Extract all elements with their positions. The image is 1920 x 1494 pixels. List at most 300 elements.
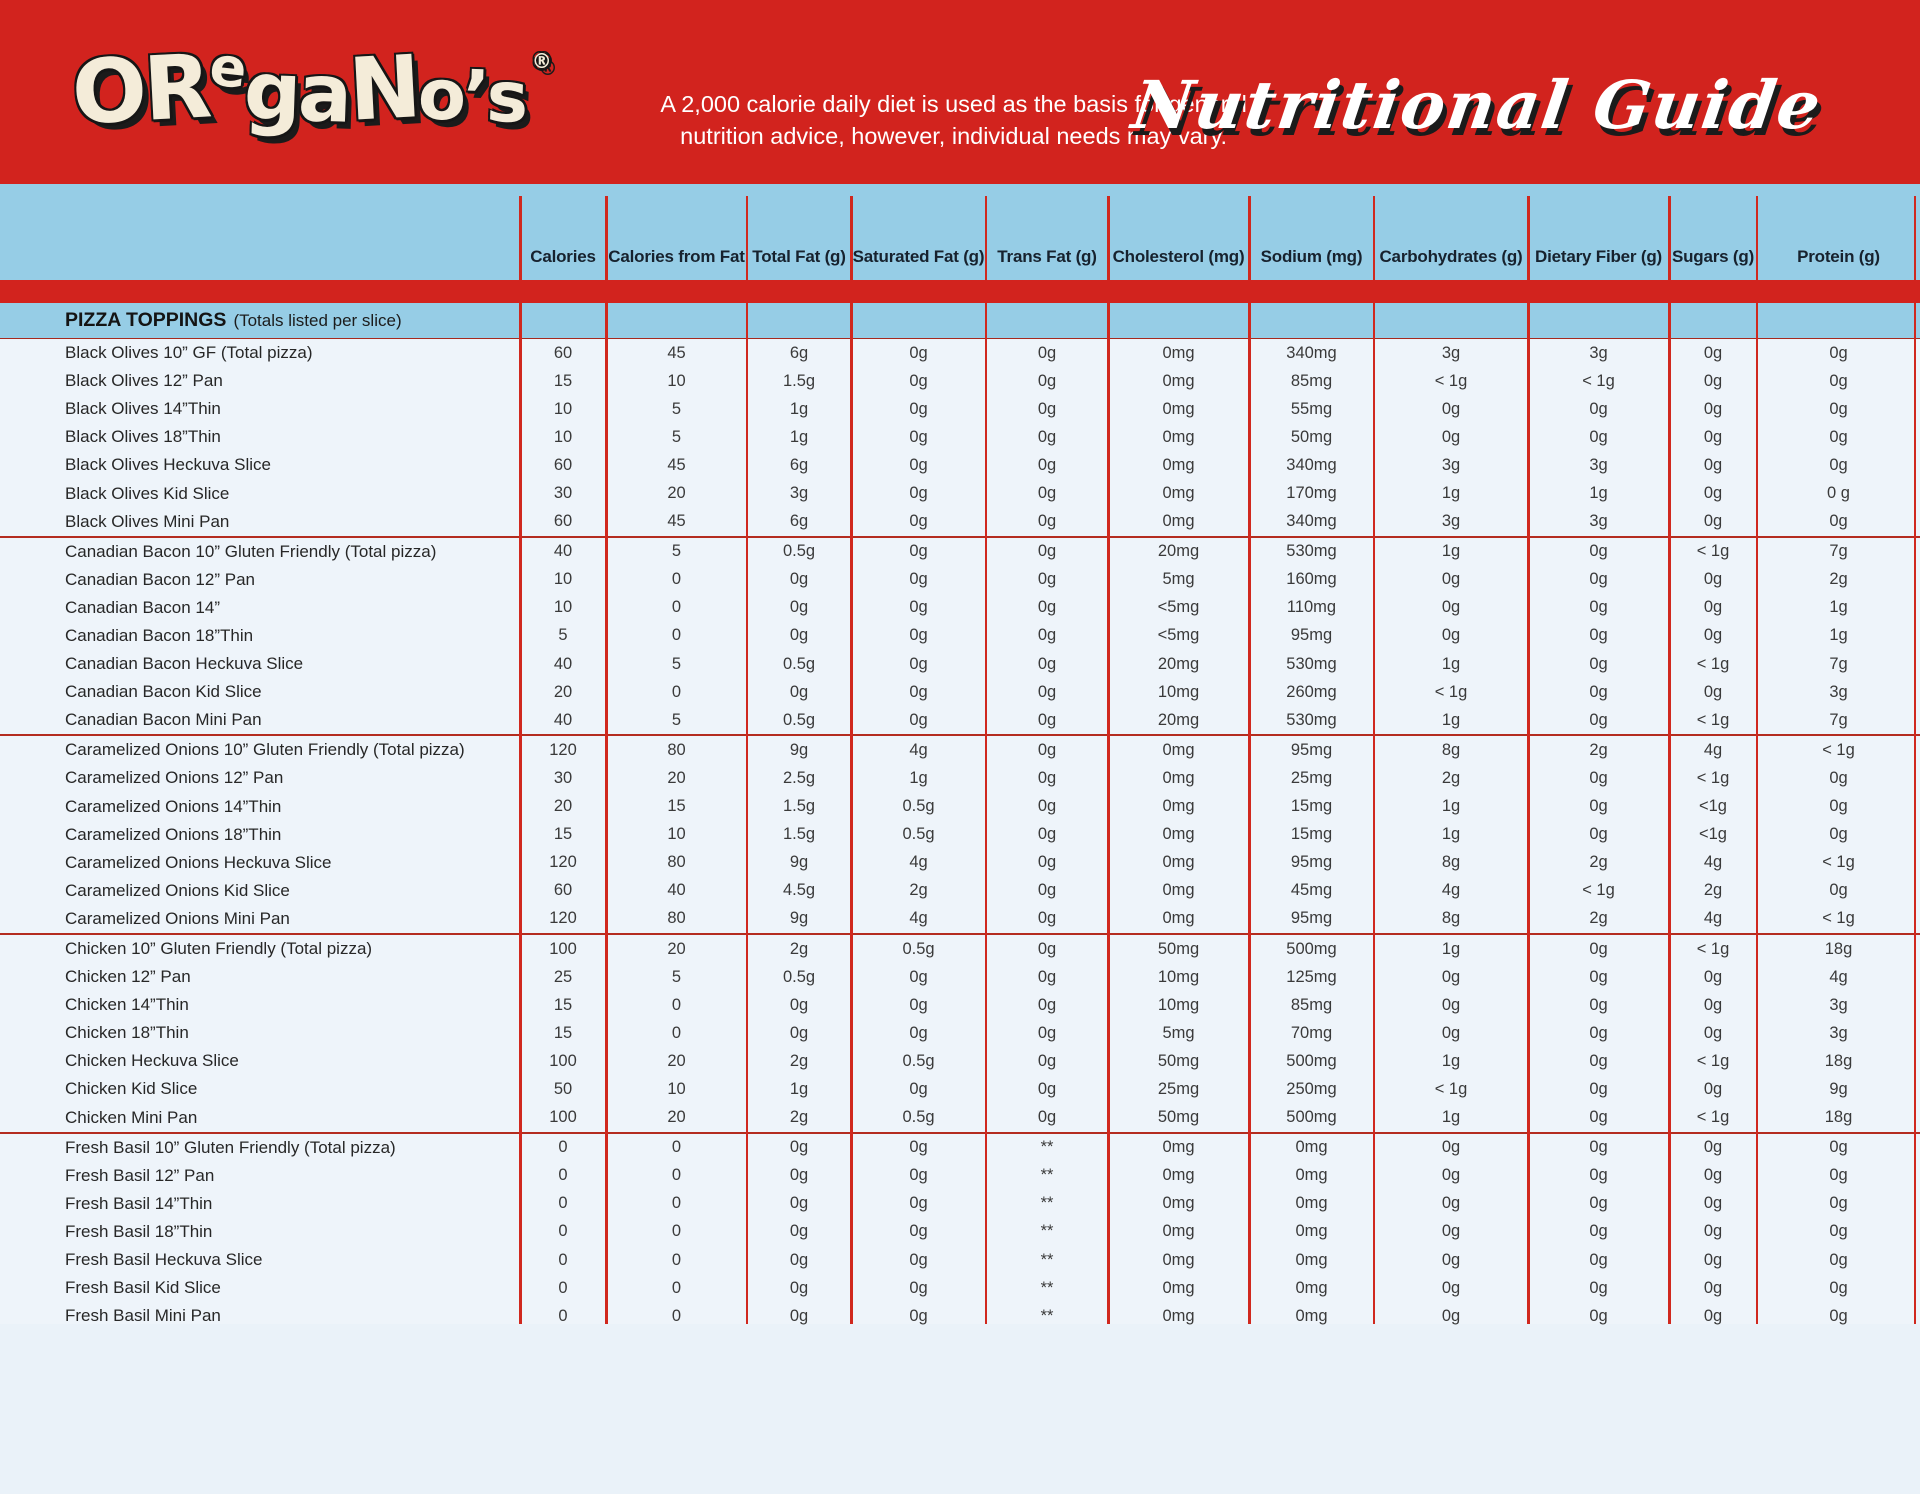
disclaimer-line-2: nutrition advice, however, individual needs may vary. [680,123,1228,150]
nutrition-value-cell: ** [1040,1278,1054,1297]
nutrition-value-cell: 0g [1441,1278,1461,1297]
nutrition-value-cell: 0g [1703,1023,1723,1042]
nutrition-value-cell: ** [1040,1138,1054,1157]
oreganos-logo [69,34,552,145]
nutrition-value-cell: 0g [1829,343,1848,362]
nutrition-value-cell: 10 [553,399,573,418]
nutrition-value-cell: 15mg [1290,825,1333,844]
guide-title: Nutritional Guide [1127,66,1828,144]
table-row [0,650,1920,678]
nutrition-value-cell: 0g [1441,427,1461,446]
nutrition-value-cell: 0g [1703,371,1723,390]
nutrition-value-cell: 0g [909,371,928,390]
nutrition-value-cell: 45 [667,512,686,531]
nutrition-value-cell: 0g [909,967,928,986]
nutrition-value-cell: 0g [1037,682,1057,701]
nutrition-value-cell: 340mg [1286,455,1337,474]
topping-group [0,734,1920,933]
nutrition-value-cell: 170mg [1286,484,1337,503]
nutrition-value-cell: 50mg [1290,427,1333,446]
nutrition-value-cell: 0 [558,1222,568,1241]
item-name-cell: Canadian Bacon Mini Pan [65,710,262,730]
nutrition-value-cell: 0 [671,1194,682,1213]
nutrition-value-cell: < 1g [1696,1051,1730,1070]
nutrition-value-cell: < 1g [1434,371,1468,390]
nutrition-value-cell: 0 [558,1138,568,1157]
table-row [0,877,1920,905]
nutrition-value-cell: 0g [789,682,809,701]
nutrition-value-cell: 100 [549,939,577,958]
nutrition-value-cell: 6g [789,512,809,531]
nutrition-value-cell: 0g [1441,967,1461,986]
nutrition-value-cell: 4g [1829,967,1848,986]
nutrition-value-cell: 530mg [1286,542,1337,561]
nutrition-value-cell: 5 [671,399,682,418]
nutrition-value-cell: 20mg [1157,542,1200,561]
nutrition-value-cell: 0g [1703,343,1723,362]
nutrition-value-cell: 4g [909,740,928,759]
nutrition-value-cell: 530mg [1286,710,1337,729]
nutrition-value-cell: 4g [1703,853,1723,872]
nutrition-value-cell: 120 [549,740,577,759]
nutrition-value-cell: 0g [1829,797,1848,816]
nutrition-value-cell: 8g [1441,909,1461,928]
nutrition-value-cell: 340mg [1286,343,1337,362]
nutrition-value-cell: 0g [1589,1108,1608,1127]
item-name-cell: Black Olives Mini Pan [65,511,230,531]
nutrition-value-cell: 4g [1703,909,1723,928]
nutrition-value-cell: 340mg [1286,512,1337,531]
nutrition-value-cell: 10mg [1157,682,1200,701]
nutrition-value-cell: 9g [789,853,809,872]
table-row [0,935,1920,963]
nutrition-value-cell: < 1g [1434,682,1468,701]
item-name-cell: Chicken 10” Gluten Friendly (Total pizza) [65,939,373,959]
table-row [0,1134,1920,1162]
nutrition-value-cell: 30 [553,768,573,787]
nutrition-value-cell: 2g [1441,768,1461,787]
nutrition-value-cell: 15 [667,797,686,816]
nutrition-value-cell: 3g [1829,1023,1848,1042]
nutrition-value-cell: 4g [909,909,928,928]
nutrition-value-cell: 0mg [1162,343,1195,362]
nutrition-value-cell: 1g [1441,825,1461,844]
nutrition-value-cell: < 1g [1696,1108,1730,1127]
item-name-cell: Chicken Kid Slice [65,1079,198,1099]
nutrition-value-cell: 30 [553,484,573,503]
nutrition-table-rows [0,339,1920,1332]
section-subtitle: (Totals listed per slice) [233,310,402,330]
nutrition-value-cell: 10 [667,1079,686,1098]
nutrition-value-cell: 0g [1589,542,1608,561]
nutrition-value-cell: 1g [1441,710,1461,729]
topping-group [0,536,1920,735]
nutrition-value-cell: 20mg [1157,654,1200,673]
item-name-cell: Caramelized Onions 18”Thin [65,824,282,844]
nutrition-value-cell: ** [1040,1166,1054,1185]
item-name-cell: Fresh Basil 10” Gluten Friendly (Total pizza) [65,1137,396,1157]
column-header-label: Calories [530,247,596,266]
table-row [0,1302,1920,1330]
nutrition-value-cell: 0g [1037,995,1057,1014]
nutrition-value-cell: 0.5g [902,825,935,844]
nutrition-value-cell: 0g [1589,1222,1608,1241]
nutrition-value-cell: 3g [1829,995,1848,1014]
column-header-label: Protein (g) [1797,247,1880,266]
nutrition-value-cell: 10 [667,825,686,844]
nutrition-value-cell: 1g [789,1079,809,1098]
nutrition-value-cell: 0g [1589,797,1608,816]
nutrition-value-cell: 3g [1441,455,1461,474]
red-divider-band [0,280,1920,303]
nutrition-value-cell: 0 [558,1278,568,1297]
nutrition-value-cell: 0mg [1162,512,1195,531]
nutrition-value-cell: 0g [789,1222,809,1241]
nutrition-value-cell: 0g [789,1278,809,1297]
nutrition-value-cell: 2.5g [782,768,816,787]
nutrition-value-cell: 10mg [1157,967,1200,986]
nutrition-value-cell: 0 [671,1278,682,1297]
nutrition-value-cell: 8g [1441,740,1461,759]
nutrition-value-cell: 100 [549,1051,577,1070]
item-name-cell: Chicken Mini Pan [65,1107,198,1127]
table-row [0,1218,1920,1246]
nutrition-value-cell: 50 [553,1079,573,1098]
nutrition-value-cell: 0g [1441,1138,1461,1157]
nutrition-value-cell: 100 [549,1108,577,1127]
nutrition-value-cell: 1g [1441,1108,1461,1127]
nutrition-value-cell: 0g [1703,512,1723,531]
table-row [0,1274,1920,1302]
nutrition-value-cell: 0g [1037,654,1057,673]
nutrition-value-cell: 0 [671,1138,682,1157]
nutrition-value-cell: 0.5g [782,542,816,561]
nutrition-value-cell: 0 [671,1306,682,1325]
nutrition-value-cell: 500mg [1286,939,1337,958]
nutrition-value-cell: 0g [1037,939,1057,958]
nutrition-value-cell: 0g [909,512,928,531]
item-name-cell: Fresh Basil 18”Thin [65,1221,213,1241]
nutrition-value-cell: 0g [1829,512,1848,531]
nutrition-value-cell: 0g [789,1194,809,1213]
registered-mark-icon: ® [531,49,552,73]
nutrition-value-cell: 0g [1703,1250,1723,1269]
column-header-label: Sodium (mg) [1260,247,1363,266]
nutrition-value-cell: 0g [1037,598,1057,617]
nutrition-value-cell: 0g [1441,995,1461,1014]
nutrition-value-cell: 3g [1829,682,1848,701]
nutrition-value-cell: 0g [1703,570,1723,589]
nutrition-value-cell: ** [1040,1250,1054,1269]
item-name-cell: Caramelized Onions Heckuva Slice [65,852,332,872]
nutrition-value-cell: 5 [671,710,682,729]
nutrition-value-cell: 20 [667,939,686,958]
nutrition-value-cell: 40 [553,542,573,561]
nutrition-value-cell: < 1g [1696,710,1730,729]
nutrition-value-cell: 530mg [1286,654,1337,673]
nutrition-value-cell: 0g [1589,399,1608,418]
topping-group [0,933,1920,1132]
nutrition-value-cell: 1g [1829,598,1848,617]
nutrition-value-cell: 0g [1037,570,1057,589]
item-name-cell: Caramelized Onions Mini Pan [65,908,290,928]
item-name-cell: Caramelized Onions 10” Gluten Friendly (Total pizza) [65,740,465,760]
nutrition-value-cell: 1g [1829,626,1848,645]
nutrition-value-cell: < 1g [1582,881,1615,900]
item-name-cell: Black Olives Kid Slice [65,483,230,503]
nutrition-value-cell: 2g [789,1108,809,1127]
nutrition-value-cell: 0g [1037,710,1057,729]
nutrition-value-cell: 500mg [1286,1051,1337,1070]
nutrition-value-cell: 0g [1441,570,1461,589]
nutrition-value-cell: 0mg [1162,455,1195,474]
nutrition-value-cell: 0.5g [782,967,816,986]
nutrition-value-cell: ** [1040,1194,1054,1213]
nutrition-value-cell: 10 [553,598,573,617]
nutrition-value-cell: 2g [1829,570,1848,589]
nutrition-value-cell: 3g [1441,512,1461,531]
nutrition-value-cell: 8g [1441,853,1461,872]
item-name-cell: Chicken 18”Thin [65,1023,189,1043]
nutrition-value-cell: 0g [1829,1222,1848,1241]
nutrition-value-cell: 3g [1589,343,1608,362]
nutrition-value-cell: 85mg [1290,995,1333,1014]
nutrition-value-cell: 0g [1829,455,1848,474]
nutrition-value-cell: 0g [1441,1250,1461,1269]
nutrition-value-cell: 0mg [1162,909,1195,928]
section-header-row [0,303,1920,339]
item-name-cell: Black Olives 10” GF (Total pizza) [65,343,313,363]
nutrition-value-cell: < 1g [1696,654,1730,673]
nutrition-value-cell: 0g [1829,399,1848,418]
nutrition-value-cell: 0mg [1162,825,1195,844]
nutrition-value-cell: 0mg [1162,853,1195,872]
item-name-cell: Caramelized Onions Kid Slice [65,880,290,900]
nutrition-value-cell: 120 [549,853,577,872]
nutrition-value-cell: 50mg [1157,1108,1200,1127]
nutrition-value-cell: 0g [1703,455,1723,474]
nutrition-value-cell: 160mg [1286,570,1337,589]
nutrition-value-cell: 0g [909,1166,928,1185]
nutrition-value-cell: 1g [909,768,928,787]
nutrition-value-cell: 0g [1589,939,1608,958]
nutrition-value-cell: 6g [789,343,809,362]
nutrition-value-cell: 0g [1829,881,1848,900]
nutrition-value-cell: 7g [1829,654,1848,673]
nutrition-value-cell: 0mg [1295,1250,1328,1269]
nutrition-value-cell: 9g [1829,1079,1848,1098]
nutrition-value-cell: 0g [1703,598,1723,617]
nutrition-value-cell: 0g [1703,427,1723,446]
section-title: PIZZA TOPPINGS [65,309,227,331]
nutrition-value-cell: 0mg [1295,1166,1328,1185]
nutrition-value-cell: 20 [667,1108,686,1127]
table-row [0,678,1920,706]
nutrition-value-cell: 0g [1037,740,1057,759]
nutrition-value-cell: 0g [909,570,928,589]
item-name-cell: Black Olives 14”Thin [65,399,221,419]
nutrition-value-cell: 0g [909,455,928,474]
nutrition-value-cell: 0g [1441,1166,1461,1185]
item-name-cell: Black Olives Heckuva Slice [65,455,271,475]
nutrition-value-cell: 0g [789,598,809,617]
nutrition-value-cell: 0g [1829,371,1848,390]
nutrition-value-cell: 7g [1829,542,1848,561]
nutrition-value-cell: 55mg [1290,399,1333,418]
item-name-cell: Canadian Bacon 10” Gluten Friendly (Total pizza) [65,541,437,561]
nutrition-value-cell: 25mg [1157,1079,1200,1098]
nutrition-value-cell: 0g [1829,1166,1848,1185]
nutrition-value-cell: 2g [1589,853,1608,872]
nutrition-value-cell: 60 [553,343,573,362]
nutrition-value-cell: 1g [1589,484,1608,503]
nutrition-value-cell: 250mg [1286,1079,1337,1098]
table-row [0,1246,1920,1274]
item-name-column-spacer [0,267,520,280]
nutrition-value-cell: 260mg [1286,682,1337,701]
nutrition-value-cell: 0g [1441,1023,1461,1042]
nutrition-value-cell: 0 [558,1166,568,1185]
item-name-cell: Canadian Bacon Heckuva Slice [65,654,304,674]
nutrition-value-cell: 0g [909,427,928,446]
item-name-cell: Canadian Bacon 18”Thin [65,625,254,645]
nutrition-value-cell: 0g [1703,1278,1723,1297]
nutrition-value-cell: 3g [1589,455,1608,474]
nutrition-value-cell: <1g [1699,825,1727,844]
nutrition-value-cell: 0 [671,570,682,589]
nutrition-value-cell: <1g [1699,797,1727,816]
nutrition-value-cell: 0g [789,1138,809,1157]
nutrition-value-cell: 40 [667,881,686,900]
nutrition-value-cell: 0g [1037,542,1057,561]
nutrition-value-cell: < 1g [1822,853,1855,872]
nutrition-value-cell: 0g [1829,825,1848,844]
nutrition-value-cell: 0g [1589,1079,1608,1098]
nutrition-value-cell: 0g [1703,484,1723,503]
nutrition-value-cell: 0.5g [902,939,935,958]
item-name-cell: Chicken 12” Pan [65,967,191,987]
nutrition-value-cell: 95mg [1290,909,1333,928]
nutrition-value-cell: 125mg [1286,967,1337,986]
nutrition-value-cell: 7g [1829,710,1848,729]
nutrition-value-cell: 0g [1037,484,1057,503]
nutrition-value-cell: 0g [909,654,928,673]
nutrition-value-cell: 2g [789,1051,809,1070]
table-row [0,479,1920,507]
nutrition-value-cell: 0g [909,1278,928,1297]
nutrition-value-cell: 0g [909,626,928,645]
item-name-cell: Caramelized Onions 12” Pan [65,768,284,788]
logo-letters: OR [69,34,212,145]
nutrition-value-cell: 0g [789,626,809,645]
nutrition-value-cell: 0g [1441,1306,1461,1325]
nutrition-value-cell: 0g [1829,768,1848,787]
table-row [0,793,1920,821]
nutrition-value-cell: 0g [1703,1079,1723,1098]
nutrition-value-cell: <5mg [1157,598,1200,617]
nutrition-value-cell: 45 [667,343,686,362]
table-row [0,451,1920,479]
nutrition-value-cell: 0g [1037,1108,1057,1127]
nutrition-value-cell: 0g [1441,598,1461,617]
table-row [0,423,1920,451]
table-row [0,566,1920,594]
nutrition-value-cell: 5 [671,967,682,986]
nutrition-value-cell: 0g [1703,1222,1723,1241]
nutrition-value-cell: 0mg [1295,1222,1328,1241]
nutrition-value-cell: 15 [553,1023,573,1042]
nutrition-value-cell: 0.5g [902,1108,935,1127]
nutrition-value-cell: 18g [1824,1108,1853,1127]
nutrition-value-cell: 0g [1037,399,1057,418]
nutrition-value-cell: 9g [789,909,809,928]
column-header-label: Trans Fat (g) [997,247,1097,266]
nutrition-value-cell: 0g [1829,1250,1848,1269]
nutrition-value-cell: 3g [1441,343,1461,362]
nutrition-value-cell: 1.5g [782,825,816,844]
nutrition-value-cell: 0mg [1162,768,1195,787]
nutrition-value-cell: < 1g [1582,371,1615,390]
nutrition-value-cell: 4g [909,853,928,872]
nutrition-value-cell: 0g [1037,797,1057,816]
nutrition-value-cell: 6g [789,455,809,474]
nutrition-value-cell: 0 g [1827,484,1850,503]
nutrition-value-cell: 80 [667,909,686,928]
nutrition-value-cell: 0mg [1162,1166,1195,1185]
nutrition-value-cell: 1.5g [782,797,816,816]
nutrition-value-cell: 80 [667,740,686,759]
nutrition-value-cell: 0g [1441,626,1461,645]
nutrition-value-cell: 0g [1589,598,1608,617]
nutrition-value-cell: 1g [1441,797,1461,816]
nutrition-value-cell: 0mg [1162,1222,1195,1241]
nutrition-value-cell: 0g [1037,455,1057,474]
nutrition-value-cell: 0g [1037,626,1057,645]
nutrition-value-cell: 0g [1441,1194,1461,1213]
nutrition-value-cell: 0g [1703,1194,1723,1213]
nutrition-value-cell: 0g [1589,825,1608,844]
table-row [0,339,1920,367]
nutrition-value-cell: 10mg [1157,995,1200,1014]
nutrition-value-cell: 95mg [1290,853,1333,872]
nutrition-value-cell: 0g [1589,654,1608,673]
nutrition-value-cell: ** [1040,1222,1054,1241]
nutrition-value-cell: 85mg [1290,371,1333,390]
nutrition-value-cell: 0g [1589,427,1608,446]
column-header-label: Dietary Fiber (g) [1535,247,1662,266]
nutrition-value-cell: 4g [1703,740,1723,759]
nutrition-value-cell: 25 [553,967,573,986]
item-name-cell: Canadian Bacon 12” Pan [65,569,255,589]
item-name-cell: Fresh Basil Heckuva Slice [65,1250,263,1270]
nutrition-value-cell: 15mg [1290,797,1333,816]
nutrition-value-cell: < 1g [1822,740,1855,759]
nutrition-value-cell: 0mg [1162,1138,1195,1157]
item-name-cell: Canadian Bacon 14” [65,597,221,617]
nutrition-value-cell: 10 [553,570,573,589]
nutrition-value-cell: 0mg [1295,1194,1328,1213]
nutrition-value-cell: 0g [1703,1138,1723,1157]
nutrition-value-cell: 0g [1037,853,1057,872]
nutrition-value-cell: 0g [1037,1079,1057,1098]
table-row [0,508,1920,536]
nutrition-value-cell: 2g [1703,881,1723,900]
column-header-label: Cholesterol (mg) [1112,247,1245,266]
nutrition-value-cell: 5 [558,626,568,645]
item-name-cell: Fresh Basil 12” Pan [65,1165,215,1185]
nutrition-value-cell: 0g [1441,1222,1461,1241]
nutrition-value-cell: 15 [553,371,573,390]
